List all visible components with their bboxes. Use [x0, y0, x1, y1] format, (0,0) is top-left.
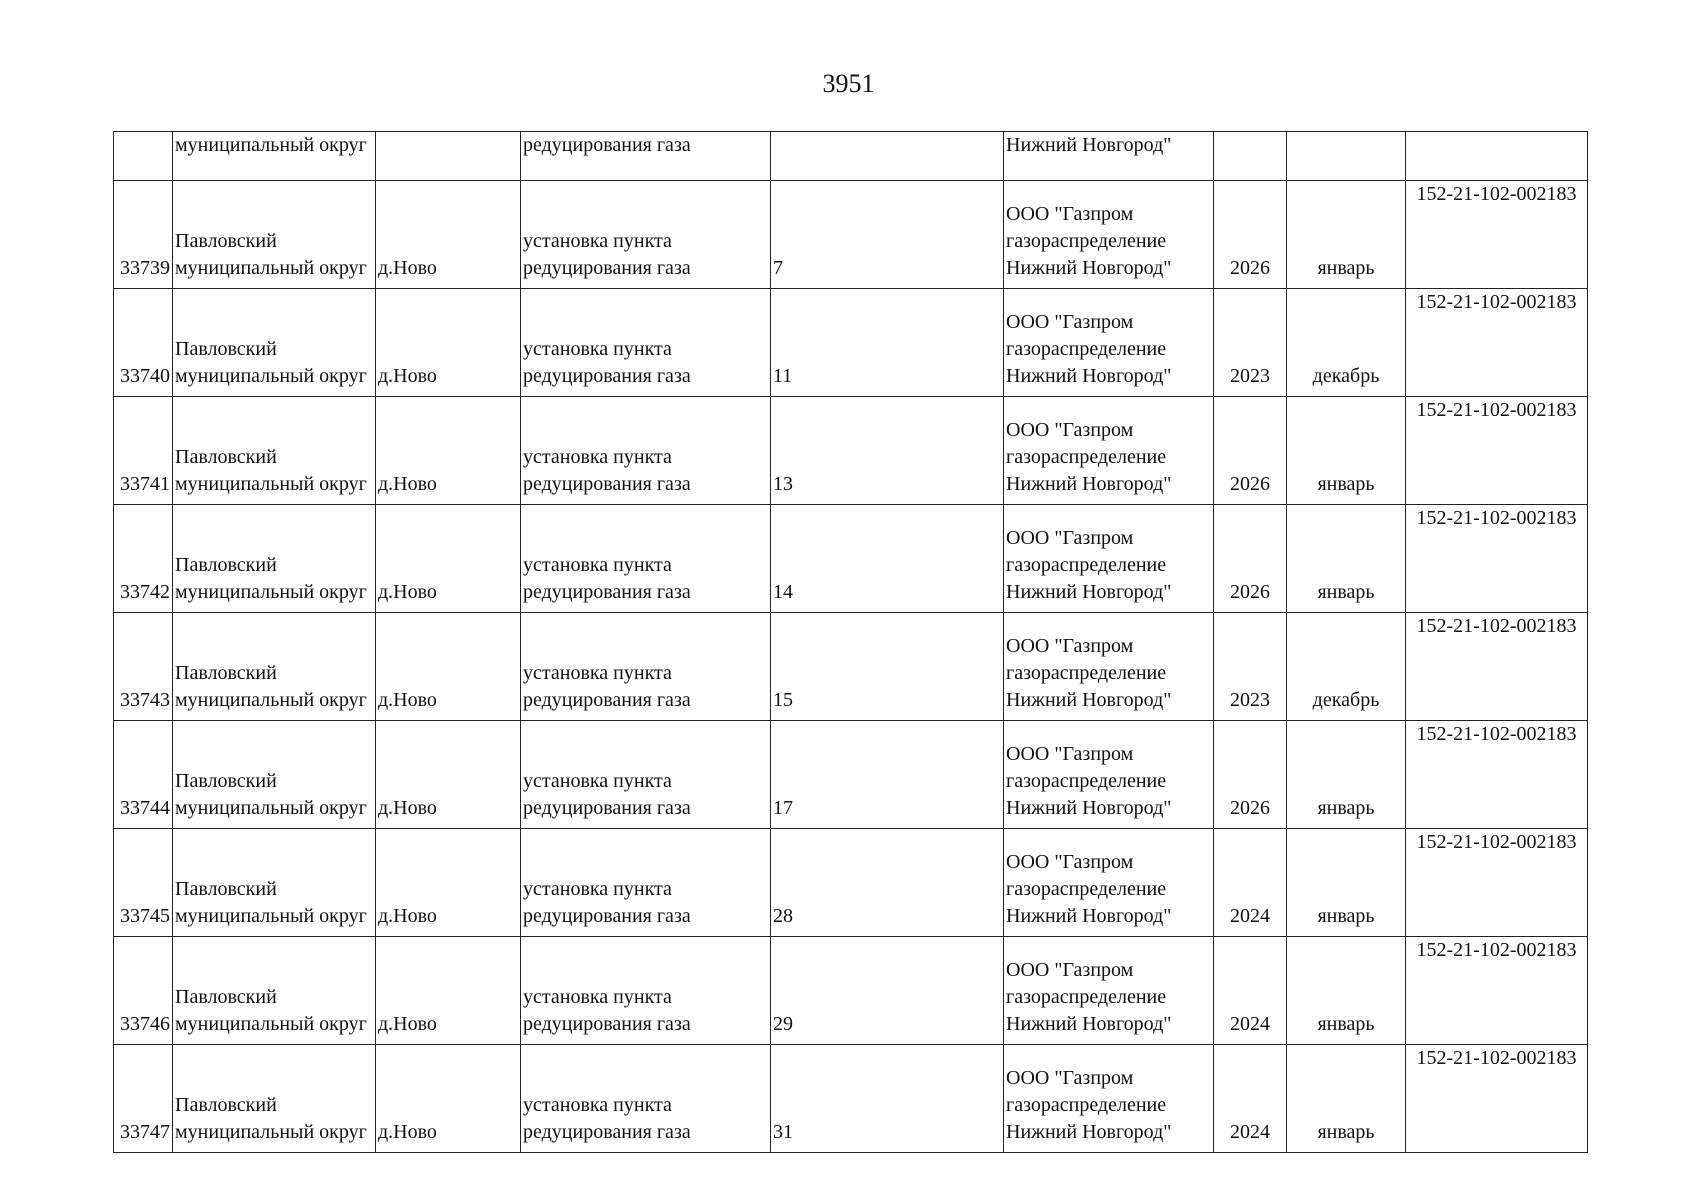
cell-organization: [1004, 937, 1214, 1045]
work-line-1: установка пункта: [523, 1094, 672, 1116]
cell-house: 14: [771, 505, 1004, 613]
org-line-2: газораспределение: [1006, 1094, 1167, 1116]
org-line-1: ООО "Газпром: [1006, 311, 1134, 333]
cell-organization: [1004, 829, 1214, 937]
cell-work: редуцирования газа: [521, 132, 771, 181]
district-line-2: муниципальный округ: [175, 905, 367, 927]
cell-month: январь: [1287, 937, 1406, 1045]
org-line-1: ООО "Газпром: [1006, 527, 1134, 549]
cell-district: [173, 505, 376, 613]
cell-registry-number: 152-21-102-002183: [1406, 289, 1588, 397]
org-line-2: газораспределение: [1006, 338, 1167, 360]
table-row: [114, 289, 1588, 397]
cell-locality: д.Ново: [376, 289, 521, 397]
cell-month: декабрь: [1287, 613, 1406, 721]
district-line-1: Павловский: [175, 770, 277, 792]
cell-year: 2023: [1214, 613, 1287, 721]
work-line-1: установка пункта: [523, 986, 672, 1008]
work-line-2: редуцирования газа: [523, 797, 691, 819]
org-line-1: ООО "Газпром: [1006, 743, 1134, 765]
district-line-1: Павловский: [175, 986, 277, 1008]
continuation-row: [114, 132, 1588, 181]
cell-registry-number: 152-21-102-002183: [1406, 937, 1588, 1045]
cell-work: [521, 397, 771, 505]
district-line-1: Павловский: [175, 230, 277, 252]
cell-district: [173, 937, 376, 1045]
org-line-2: газораспределение: [1006, 230, 1167, 252]
work-line-2: редуцирования газа: [523, 581, 691, 603]
cell-registry-number: [1406, 132, 1588, 181]
work-line-1: установка пункта: [523, 770, 672, 792]
work-line-2: редуцирования газа: [523, 257, 691, 279]
org-line-2: газораспределение: [1006, 986, 1167, 1008]
district-line-2: муниципальный округ: [175, 581, 367, 603]
cell-number: 33740: [114, 289, 173, 397]
cell-house: 15: [771, 613, 1004, 721]
cell-number: 33742: [114, 505, 173, 613]
district-line-1: Павловский: [175, 554, 277, 576]
cell-locality: д.Ново: [376, 937, 521, 1045]
cell-work: [521, 829, 771, 937]
org-line-1: ООО "Газпром: [1006, 1067, 1134, 1089]
cell-year: 2026: [1214, 721, 1287, 829]
cell-registry-number: 152-21-102-002183: [1406, 613, 1588, 721]
cell-number: 33739: [114, 181, 173, 289]
work-line-2: редуцирования газа: [523, 473, 691, 495]
table-row: [114, 1045, 1588, 1153]
district-line-1: Павловский: [175, 338, 277, 360]
district-line-2: муниципальный округ: [175, 257, 367, 279]
work-line-1: установка пункта: [523, 878, 672, 900]
cell-year: [1214, 132, 1287, 181]
cell-house: 7: [771, 181, 1004, 289]
org-line-2: газораспределение: [1006, 662, 1167, 684]
gas-registry-table: [113, 131, 1588, 1153]
work-line-1: установка пункта: [523, 446, 672, 468]
org-line-1: ООО "Газпром: [1006, 635, 1134, 657]
cell-house: 13: [771, 397, 1004, 505]
cell-work: [521, 613, 771, 721]
cell-work: [521, 721, 771, 829]
district-line-2: муниципальный округ: [175, 1121, 367, 1143]
cell-month: январь: [1287, 1045, 1406, 1153]
district-line-1: Павловский: [175, 446, 277, 468]
cell-year: 2026: [1214, 505, 1287, 613]
cell-house: 17: [771, 721, 1004, 829]
cell-locality: [376, 132, 521, 181]
cell-district: [173, 721, 376, 829]
table-body: [114, 132, 1588, 1153]
cell-house: 11: [771, 289, 1004, 397]
org-line-1: ООО "Газпром: [1006, 203, 1134, 225]
cell-work: [521, 181, 771, 289]
cell-district: [173, 397, 376, 505]
cell-district: муниципальный округ: [173, 132, 376, 181]
table-row: [114, 937, 1588, 1045]
org-line-2: газораспределение: [1006, 446, 1167, 468]
work-line-1: установка пункта: [523, 230, 672, 252]
table-row: [114, 829, 1588, 937]
work-line-2: редуцирования газа: [523, 1121, 691, 1143]
cell-locality: д.Ново: [376, 505, 521, 613]
org-line-2: газораспределение: [1006, 554, 1167, 576]
cell-district: [173, 1045, 376, 1153]
cell-month: [1287, 132, 1406, 181]
cell-number: 33745: [114, 829, 173, 937]
district-line-2: муниципальный округ: [175, 365, 367, 387]
cell-work: [521, 1045, 771, 1153]
cell-month: январь: [1287, 721, 1406, 829]
org-line-3: Нижний Новгород": [1006, 365, 1172, 387]
org-line-3: Нижний Новгород": [1006, 473, 1172, 495]
cell-month: январь: [1287, 181, 1406, 289]
cell-house: [771, 132, 1004, 181]
cell-number: 33741: [114, 397, 173, 505]
cell-number: 33744: [114, 721, 173, 829]
cell-registry-number: 152-21-102-002183: [1406, 397, 1588, 505]
table-row: [114, 181, 1588, 289]
org-line-2: газораспределение: [1006, 878, 1167, 900]
cell-month: декабрь: [1287, 289, 1406, 397]
cell-locality: д.Ново: [376, 829, 521, 937]
cell-year: 2026: [1214, 397, 1287, 505]
cell-month: январь: [1287, 397, 1406, 505]
cell-organization: [1004, 505, 1214, 613]
work-line-2: редуцирования газа: [523, 365, 691, 387]
district-line-2: муниципальный округ: [175, 473, 367, 495]
district-line-1: Павловский: [175, 662, 277, 684]
cell-house: 28: [771, 829, 1004, 937]
cell-registry-number: 152-21-102-002183: [1406, 505, 1588, 613]
org-line-3: Нижний Новгород": [1006, 1013, 1172, 1035]
cell-organization: [1004, 721, 1214, 829]
cell-registry-number: 152-21-102-002183: [1406, 829, 1588, 937]
cell-organization: Нижний Новгород": [1004, 132, 1214, 181]
cell-number: [114, 132, 173, 181]
org-line-3: Нижний Новгород": [1006, 797, 1172, 819]
district-line-2: муниципальный округ: [175, 797, 367, 819]
cell-month: январь: [1287, 829, 1406, 937]
cell-organization: [1004, 397, 1214, 505]
work-line-1: установка пункта: [523, 338, 672, 360]
work-line-1: установка пункта: [523, 662, 672, 684]
district-line-1: Павловский: [175, 1094, 277, 1116]
cell-district: [173, 829, 376, 937]
org-line-1: ООО "Газпром: [1006, 419, 1134, 441]
cell-organization: [1004, 181, 1214, 289]
cell-number: 33746: [114, 937, 173, 1045]
cell-registry-number: 152-21-102-002183: [1406, 721, 1588, 829]
cell-house: 29: [771, 937, 1004, 1045]
table-row: [114, 505, 1588, 613]
table-row: [114, 721, 1588, 829]
org-line-1: ООО "Газпром: [1006, 959, 1134, 981]
district-line-2: муниципальный округ: [175, 1013, 367, 1035]
cell-organization: [1004, 289, 1214, 397]
cell-registry-number: 152-21-102-002183: [1406, 181, 1588, 289]
cell-locality: д.Ново: [376, 181, 521, 289]
table-row: [114, 613, 1588, 721]
cell-year: 2023: [1214, 289, 1287, 397]
cell-district: [173, 289, 376, 397]
org-line-2: газораспределение: [1006, 770, 1167, 792]
work-line-1: установка пункта: [523, 554, 672, 576]
cell-work: [521, 289, 771, 397]
district-line-1: Павловский: [175, 878, 277, 900]
cell-district: [173, 181, 376, 289]
cell-work: [521, 505, 771, 613]
cell-locality: д.Ново: [376, 1045, 521, 1153]
cell-month: январь: [1287, 505, 1406, 613]
district-line-2: муниципальный округ: [175, 689, 367, 711]
cell-locality: д.Ново: [376, 721, 521, 829]
cell-year: 2024: [1214, 937, 1287, 1045]
work-line-2: редуцирования газа: [523, 905, 691, 927]
org-line-3: Нижний Новгород": [1006, 1121, 1172, 1143]
cell-district: [173, 613, 376, 721]
cell-organization: [1004, 1045, 1214, 1153]
cell-locality: д.Ново: [376, 397, 521, 505]
cell-year: 2024: [1214, 829, 1287, 937]
cell-registry-number: 152-21-102-002183: [1406, 1045, 1588, 1153]
cell-organization: [1004, 613, 1214, 721]
org-line-3: Нижний Новгород": [1006, 581, 1172, 603]
cell-year: 2026: [1214, 181, 1287, 289]
cell-locality: д.Ново: [376, 613, 521, 721]
org-line-3: Нижний Новгород": [1006, 689, 1172, 711]
work-line-2: редуцирования газа: [523, 1013, 691, 1035]
cell-house: 31: [771, 1045, 1004, 1153]
cell-number: 33743: [114, 613, 173, 721]
page-number: 3951: [822, 69, 875, 98]
cell-year: 2024: [1214, 1045, 1287, 1153]
table-row: [114, 397, 1588, 505]
org-line-1: ООО "Газпром: [1006, 851, 1134, 873]
cell-number: 33747: [114, 1045, 173, 1153]
org-line-3: Нижний Новгород": [1006, 257, 1172, 279]
work-line-2: редуцирования газа: [523, 689, 691, 711]
org-line-3: Нижний Новгород": [1006, 905, 1172, 927]
cell-work: [521, 937, 771, 1045]
